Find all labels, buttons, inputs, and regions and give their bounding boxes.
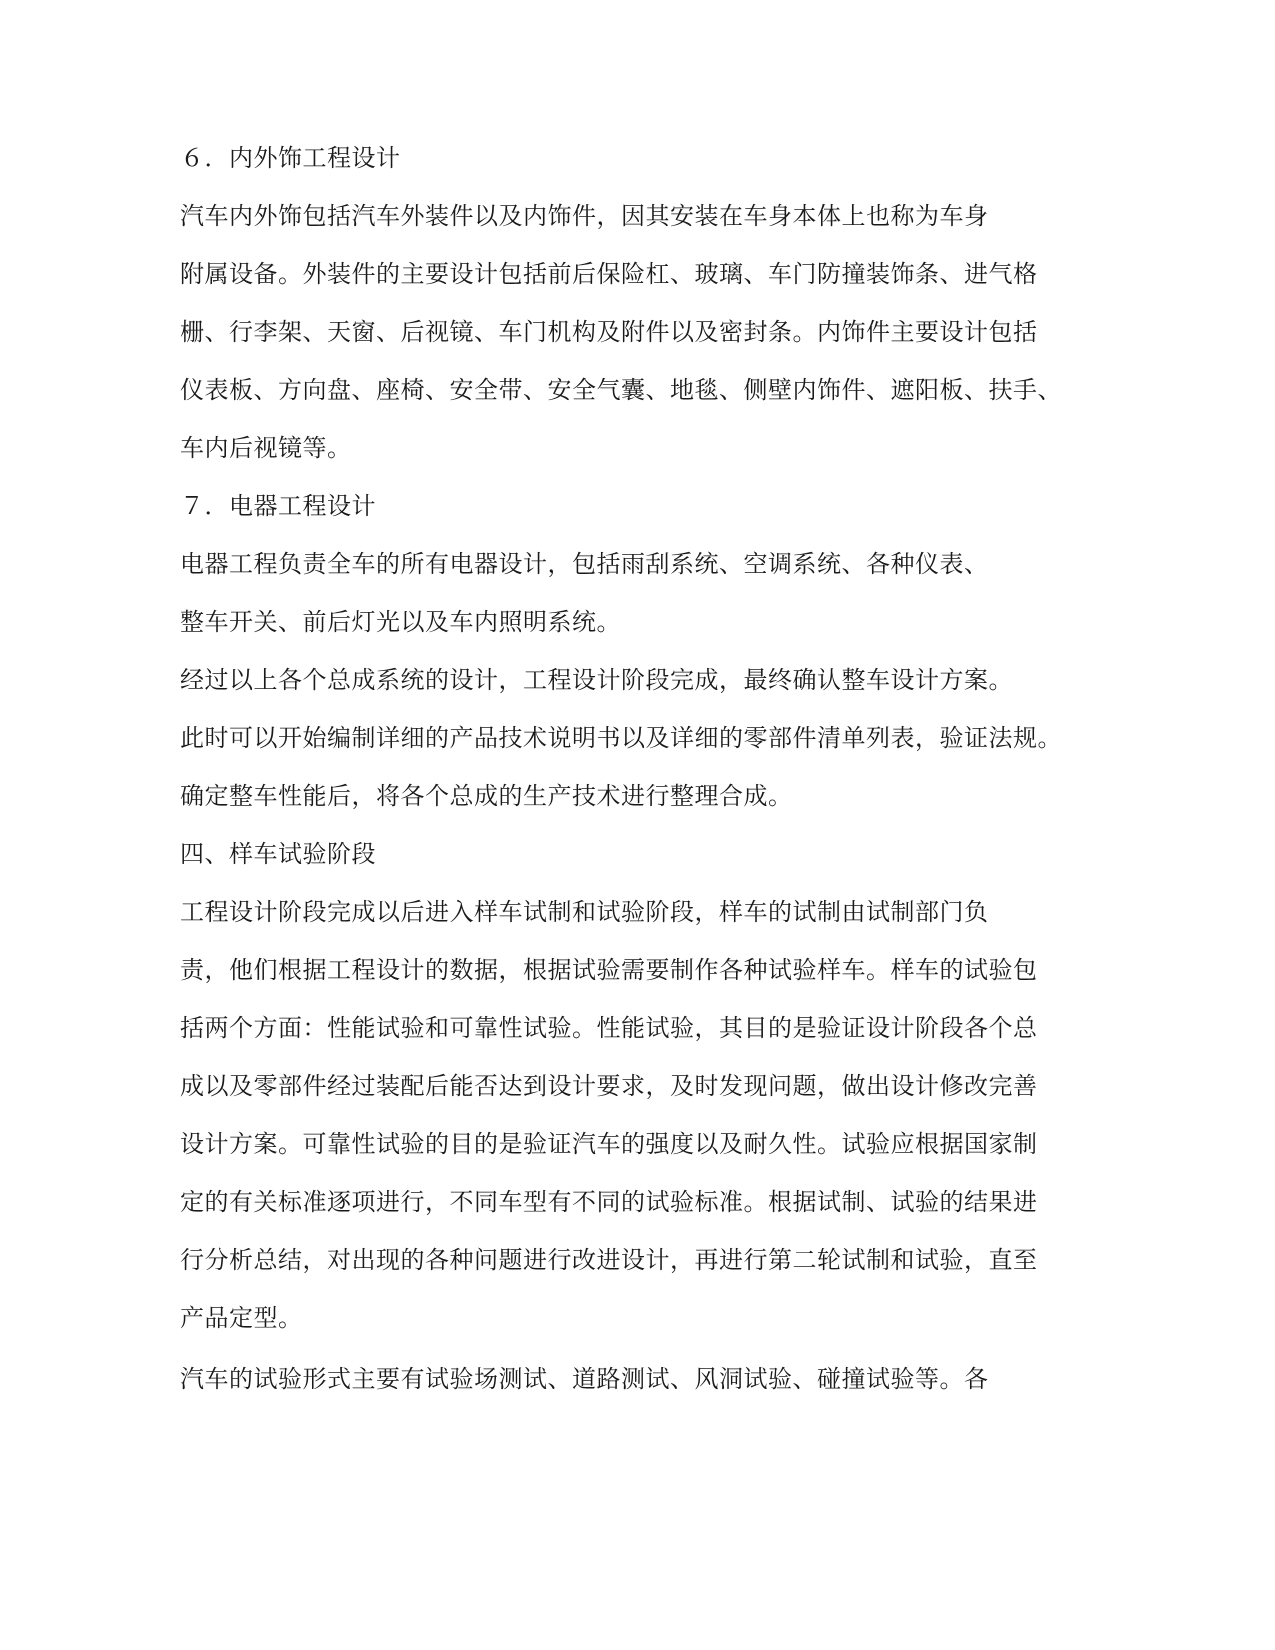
paragraph-line: 栅、行李架、天窗、后视镜、车门机构及附件以及密封条。内饰件主要设计包括 <box>180 318 1038 346</box>
paragraph-line: 汽车的试验形式主要有试验场测试、道路测试、风洞试验、碰撞试验等。各 <box>180 1365 989 1393</box>
paragraph-line: 确定整车性能后，将各个总成的生产技术进行整理合成。 <box>180 782 793 810</box>
paragraph-line: 行分析总结，对出现的各种问题进行改进设计，再进行第二轮试制和试验，直至 <box>180 1246 1038 1274</box>
paragraph-line: 电器工程负责全车的所有电器设计，包括雨刮系统、空调系统、各种仪表、 <box>180 550 989 578</box>
paragraph-line: 责，他们根据工程设计的数据，根据试验需要制作各种试验样车。样车的试验包 <box>180 956 1038 984</box>
paragraph-line: 此时可以开始编制详细的产品技术说明书以及详细的零部件清单列表，验证法规。 <box>180 724 1062 752</box>
paragraph-line: 定的有关标准逐项进行，不同车型有不同的试验标准。根据试制、试验的结果进 <box>180 1188 1038 1216</box>
paragraph-line: 成以及零部件经过装配后能否达到设计要求，及时发现问题，做出设计修改完善 <box>180 1072 1038 1100</box>
paragraph-line: 工程设计阶段完成以后进入样车试制和试验阶段，样车的试制由试制部门负 <box>180 898 989 926</box>
section-heading-6: ６．内外饰工程设计 <box>180 144 401 172</box>
paragraph-line: 产品定型。 <box>180 1304 303 1332</box>
section-heading-7: ７．电器工程设计 <box>180 492 376 520</box>
paragraph-line: 整车开关、前后灯光以及车内照明系统。 <box>180 608 621 636</box>
paragraph-line: 汽车内外饰包括汽车外装件以及内饰件，因其安装在车身本体上也称为车身 <box>180 202 989 230</box>
section-heading-4: 四、样车试验阶段 <box>180 840 376 868</box>
paragraph-line: 仪表板、方向盘、座椅、安全带、安全气囊、地毯、侧壁内饰件、遮阳板、扶手、 <box>180 376 1062 404</box>
paragraph-line: 附属设备。外装件的主要设计包括前后保险杠、玻璃、车门防撞装饰条、进气格 <box>180 260 1038 288</box>
paragraph-line: 经过以上各个总成系统的设计，工程设计阶段完成，最终确认整车设计方案。 <box>180 666 1013 694</box>
paragraph-line: 设计方案。可靠性试验的目的是验证汽车的强度以及耐久性。试验应根据国家制 <box>180 1130 1038 1158</box>
paragraph-line: 车内后视镜等。 <box>180 434 352 462</box>
paragraph-line: 括两个方面：性能试验和可靠性试验。性能试验，其目的是验证设计阶段各个总 <box>180 1014 1038 1042</box>
